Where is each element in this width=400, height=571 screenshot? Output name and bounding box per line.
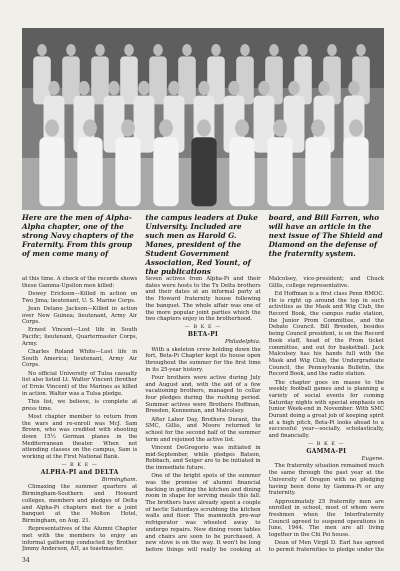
paragraph: This list, we believe, is complete at press time. [22,398,138,412]
caption-part-2: the campus leaders at Duke University. Included are such men as Harold G. Manes, president of the Student Government Association, Red Yount, of the publications [145,213,258,276]
person-figure [124,44,134,56]
person-figure [66,44,76,56]
paragraph: The chapter goes en masse to the weekly football games and is planning a variety of social events for coming Saturday nights with special emphasis on Junior Week-end in November. With SMC Durant doing a great job of keeping spirit at a high pitch, Beta-Pi looks ahead to a successful year—socially, scholastically, and financially. [268,379,384,440]
section-heading: ALPHA-PI and DELTA [40,468,119,476]
chapter-group-photo [22,28,384,210]
paragraph: With a skeleton crew holding down the fort, Beta-Pi Chapter kept its house open throughout the summer for the first time in its 25-year history. [145,346,261,373]
person-figure [77,137,102,206]
paragraph: Malcolsey, vice-president; and Chuck Gillis, college representative. [268,276,384,289]
person-figure [182,44,192,56]
person-figure [298,44,308,56]
paragraph: Ernest Vincent—Lost life in South Pacific; lieutenant, Quartermaster Corps, Army. [22,327,138,347]
person-figure [318,81,329,95]
section-separator: — B K E — [308,441,345,448]
paragraph: Dean of Men Virgil D. Earl has agreed to permit fraternities to pledge under the [268,540,384,553]
person-figure [197,119,211,136]
person-figure [39,137,64,206]
person-figure [229,137,254,206]
person-figure [95,44,105,56]
paragraph: The fraternity situation remained much the same through the past year at the University of Oregon with no pledging having been done by Gamma-Pi or any fraternity. [268,463,384,497]
paragraph: Most chapter member to return from the wars and re-enroll was McJ. Sam Brown, who was credited with shooting down 15½ German planes in the Mediterranean theater. When not attending classes on the campus, Sam is working at the First National Bank. [22,413,138,461]
person-figure [235,119,249,136]
person-figure [153,137,178,206]
person-figure [153,44,163,56]
paragraph: After Labor Day, Brothers Durant, the SMC, Gillis, and Moore returned to school for the second half of the summer term and rejoined the active list. [145,416,261,443]
section-heading: BETA-PI [187,331,219,339]
photo-caption [22,213,384,276]
person-figure [159,119,173,136]
person-figure [228,81,239,95]
paragraph: Four brothers were active during July and August and, with the aid of a few vacationing brothers, managed to collar four pledges during the rushing period. Summer actives were Brothers Hoffman, Breeden, Kenneman, and Malcolsey. [145,374,261,415]
person-figure [48,81,59,95]
person-figure [45,119,59,136]
person-figure [327,44,337,56]
person-figure [267,137,292,206]
section-location: Birmingham. [101,476,138,483]
paragraph: at this time. A check of the records shows these Gamma-Upsilon men killed: [22,276,138,289]
section-heading: GAMMA-PI [306,448,347,456]
paragraph: Climaxing the summer quarters at Birmingham-Southern and Howard colleges, members and pledges of Delta and Alpha-Pi chapters met for a joint banquet at the Molton Hotel, Birmingham, on Aug. 21. [22,484,138,524]
person-figure [115,137,140,206]
group-photo-illustration [22,28,384,210]
column-3 [269,276,384,554]
paragraph: Vincent DeGregorio was initiated in mid-September, while pledges Batson, Robbach, and Seiger are to be initiated in the immediate future. [145,444,261,471]
paragraph: Ed Hoffman is a first class Penn RMOC. He is right up around the top in such activities as the Mask and Wig Club, the Record Book, the campus radio station, the Junior Prom Committee, and the Debate Council. Bill Breeden, besides being Council president, is on the Record Book staff, head of the Prom ticket committee, and out for basketball. Jack Malcolsey has his hands full with the Mask and Wig Club, the Undergraduate Council, the Pennsylvania Bulletin, the Record Book, and the radio station. [268,290,384,378]
person-figure [198,81,209,95]
person-figure [168,81,179,95]
person-figure [305,137,330,206]
paragraph: Dewey Erickson—Killed in action on Two Jima; lieutenant, U. S. Marine Corps. [22,290,138,304]
paragraph: One of the bright spots of the summer was the promise of alumni financial backing in getting the kitchen and dining room in shape for serving meals this fall. The brothers have already spent a couple of hectic Saturdays scrubbing the kitchen walls and floor. The mammoth pre-war refrigerator was wheeled away to undergo repairs. New dining room tables and chairs are soon to be purchased. A new stove is on the way. It won't be long before things will really be cooking at [145,473,261,553]
page-number: 34 [22,557,30,564]
person-figure [288,81,299,95]
paragraph: Charles Roland White—Lost life in South America; lieutenant, Army Air Corps. [22,349,138,369]
section-location: Eugene. [361,455,384,462]
person-figure [311,119,325,136]
person-figure [37,44,47,56]
article-columns [22,276,384,554]
person-figure [356,44,366,56]
section-separator: — B K E — [61,462,98,469]
person-figure [349,119,363,136]
person-figure [348,81,359,95]
paragraph: Approximately 25 fraternity men are enrolled in school, most of whom were freshmen when the Interfraternity Council agreed to suspend operations in June, 1944. The men are all living together in the Chi Psi house. [268,498,384,539]
paragraph: Seven actives from Alpha-Pi and their dates were hosts to the Tx Delta brothers and their dates at an informal party at the Howard fraternity house following the banquet. The whole affair was one of the more popular joint parties which the two chapters enjoy in the brotherhood. [145,276,261,323]
section-location: Philadelphia. [224,338,261,345]
person-figure [269,44,279,56]
person-figure [258,81,269,95]
person-figure [343,137,368,206]
paragraph: Jean Delano Jackson—Killed in action over New Guinea; lieutenant, Army Air Corps. [22,305,138,326]
person-figure [273,119,287,136]
person-figure [108,81,119,95]
caption-part-3: board, and Bill Farren, who will have an article in the next issue of The Shield and Diamond on the defense of the fraternity system. [268,213,383,258]
person-figure [211,44,221,56]
section-separator: — B K E — [184,324,222,331]
person-figure [121,119,135,136]
caption-part-1: Here are the men of Alpha-Alpha chapter, one of the strong Navy chapters of the Fraternity. From this group of men come many of [22,213,134,258]
person-figure [78,81,89,95]
person-figure [240,44,250,56]
column-2 [145,276,260,554]
person-figure [138,81,149,95]
paragraph: Representatives of the Alumni Chapter met with the members to enjoy an informal gathering conducted by Brother Jimmy Anderson, AΠ, as toastmaster. [22,526,138,553]
paragraph: No official University of Tulsa casualty list also listed Lt. Walter Vincent (brother of Ernie Vincent) of the Marines as killed in action. Walter was a Tulsa pledge. [22,370,138,397]
person-figure [191,137,216,206]
column-1 [22,276,137,554]
person-figure [83,119,97,136]
